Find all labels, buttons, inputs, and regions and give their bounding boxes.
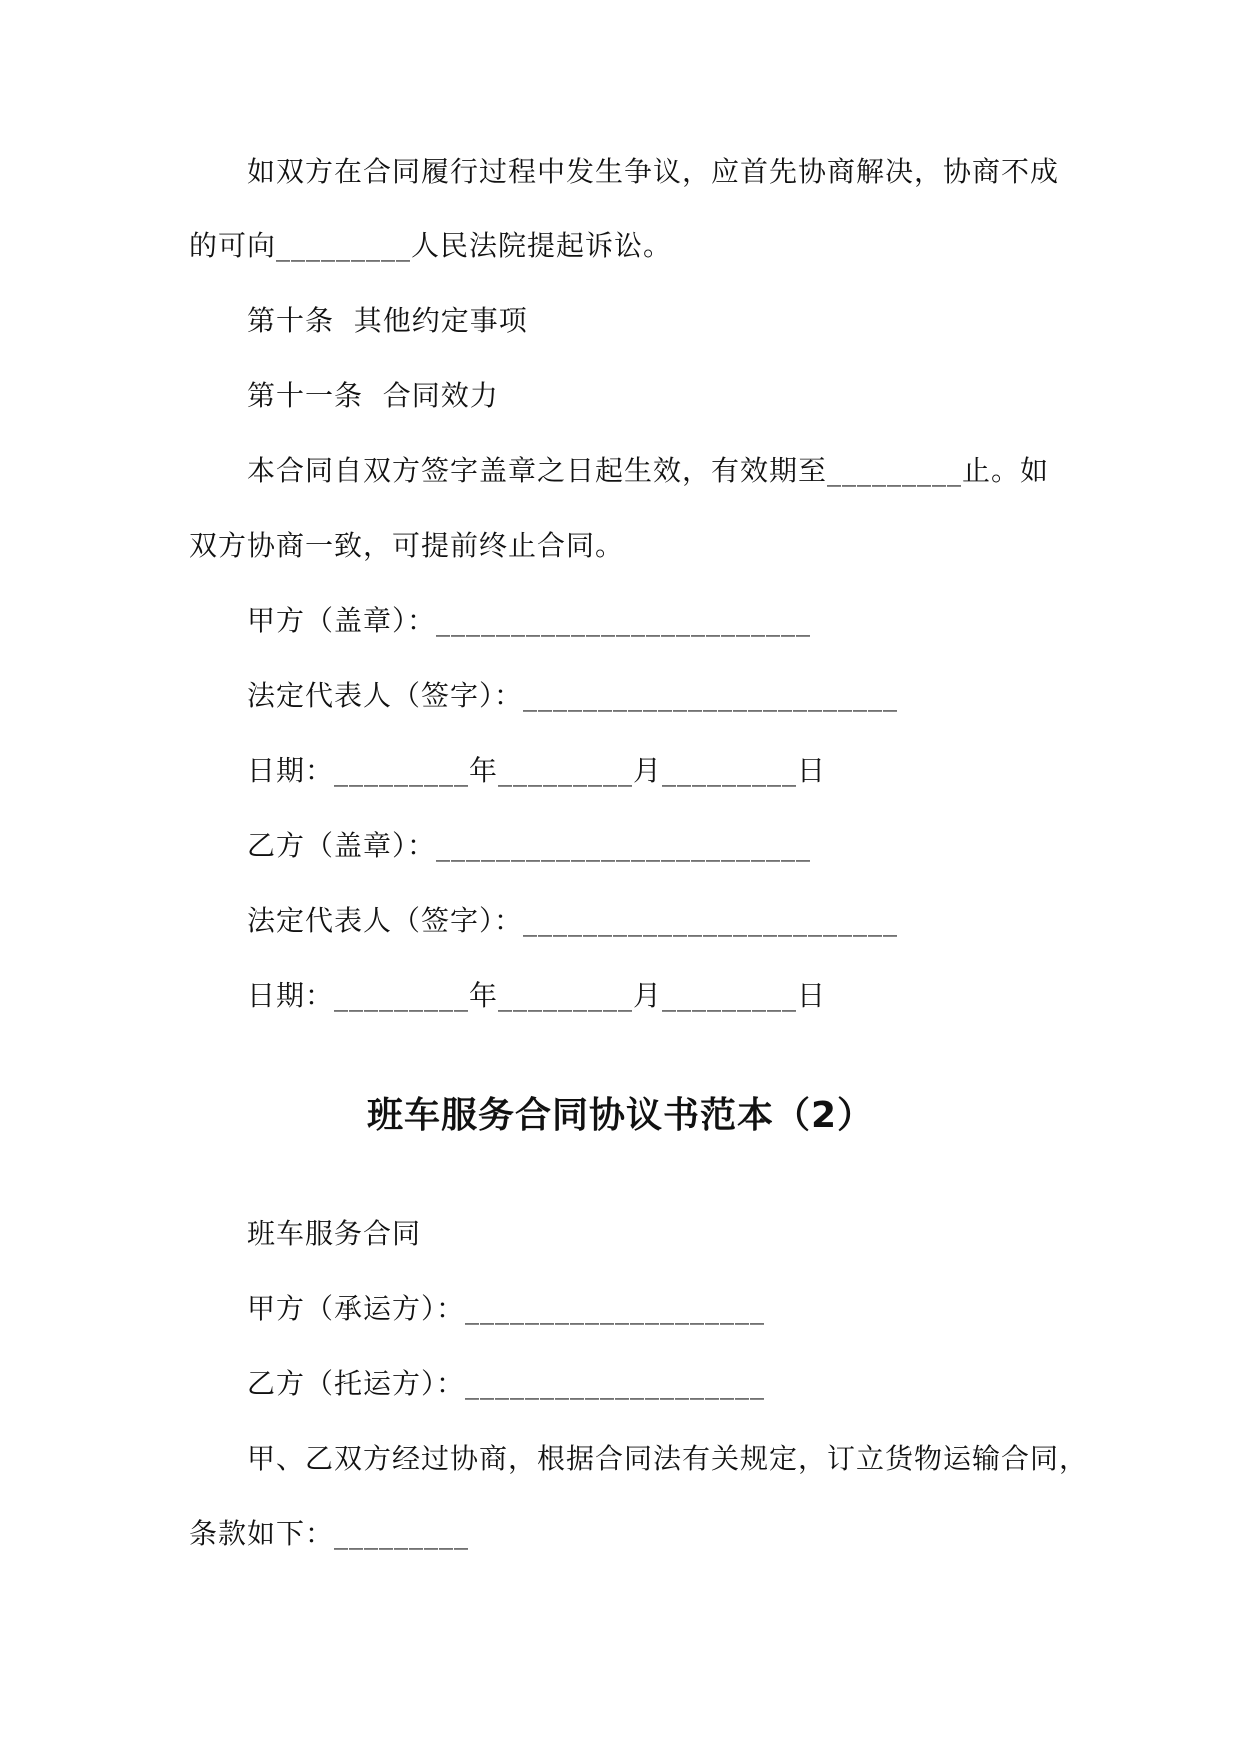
party-b-date-field: 日期：_________年_________月_________日 [247, 979, 827, 1012]
dispute-clause-line1: 如双方在合同履行过程中发生争议，应首先协商解决，协商不成 [247, 155, 1060, 188]
party-b-seal-field: 乙方（盖章）：_________________________ [247, 829, 812, 862]
article-11-heading: 第十一条 合同效力 [247, 379, 499, 412]
contract-subtitle: 班车服务合同 [247, 1217, 422, 1250]
carrier-party-field: 甲方（承运方）：____________________ [247, 1292, 766, 1325]
party-b-representative-field: 法定代表人（签字）：_________________________ [247, 904, 899, 937]
party-a-seal-field: 甲方（盖章）：_________________________ [247, 604, 812, 637]
shipper-party-field: 乙方（托运方）：____________________ [247, 1367, 766, 1400]
dispute-clause-line2: 的可向_________人民法院提起诉讼。 [189, 229, 673, 262]
section-title: 班车服务合同协议书范本（2） [366, 1095, 875, 1136]
party-a-date-field: 日期：_________年_________月_________日 [247, 754, 827, 787]
intro-clause-line2: 条款如下：_________ [189, 1517, 470, 1550]
validity-clause-line2: 双方协商一致，可提前终止合同。 [189, 529, 625, 562]
party-a-representative-field: 法定代表人（签字）：_________________________ [247, 679, 899, 712]
validity-clause-line1: 本合同自双方签字盖章之日起生效，有效期至_________止。如 [247, 454, 1050, 487]
article-10-heading: 第十条 其他约定事项 [247, 304, 528, 337]
intro-clause-line1: 甲、乙双方经过协商，根据合同法有关规定，订立货物运输合同， [247, 1442, 1089, 1475]
